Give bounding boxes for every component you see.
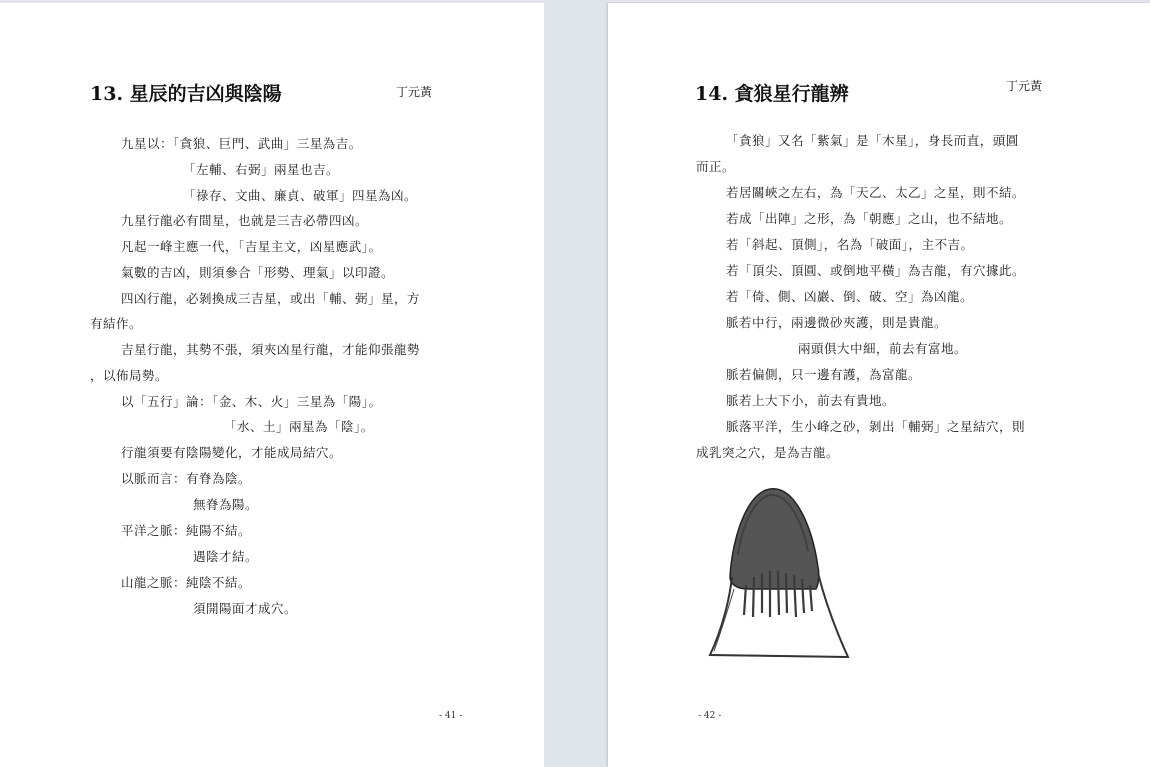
- text-line: 兩頭俱大中細，前去有富地。: [798, 341, 968, 356]
- text-line: 遇陰才結。: [193, 549, 259, 564]
- page-number: - 41 -: [439, 711, 463, 721]
- text-line: 九星行龍必有間星，也就是三吉必帶四凶。: [121, 213, 369, 228]
- text-line: 須開陽面才成穴。: [193, 601, 298, 616]
- text-line: 若「頂尖、頂圓、或倒地平橫」為吉龍，有穴據此。: [726, 263, 1026, 278]
- text-line: 四凶行龍，必剝換成三吉星，或出「輔、弼」星，方: [121, 291, 421, 306]
- text-line: 凡起一峰主應一代，「吉星主文，凶星應武」。: [121, 239, 382, 254]
- text-line: 以「五行」論：「金、木、火」三星為「陽」。: [121, 394, 382, 409]
- author-name: 丁元黃: [1006, 79, 1043, 93]
- page-title: 14. 貪狼星行龍辨: [695, 83, 849, 105]
- text-line: 「左輔、右弼」兩星也吉。: [183, 162, 340, 177]
- text-line: 有結作。: [90, 316, 143, 331]
- text-line: 若「斜起、頂側」，名為「破面」，主不吉。: [726, 237, 974, 252]
- text-line: ，以佈局勢。: [90, 368, 169, 383]
- text-line: 而正。: [696, 159, 736, 174]
- right-page: [608, 3, 1150, 767]
- mountain-peak-illustration: [708, 485, 856, 663]
- text-line: 吉星行龍，其勢不張，須夾凶星行龍，才能仰張龍勢: [121, 342, 421, 357]
- text-line: 平洋之脈：純陽不結。: [121, 523, 252, 538]
- left-page: [0, 3, 544, 767]
- text-line: 九星以：「貪狼、巨門、武曲」三星為吉。: [121, 136, 362, 151]
- text-line: 以脈而言：有脊為陰。: [121, 471, 252, 486]
- text-line: 山龍之脈：純陰不結。: [121, 575, 252, 590]
- text-line: 脈若上大下小，前去有貴地。: [726, 393, 896, 408]
- text-line: 氣數的吉凶，則須參合「形勢、理氣」以印證。: [121, 265, 395, 280]
- text-line: 若「倚、側、凶巖、倒、破、空」為凶龍。: [726, 289, 974, 304]
- text-line: 若居關峽之左右，為「天乙、太乙」之星，則不結。: [726, 185, 1026, 200]
- text-line: 無脊為陽。: [193, 497, 259, 512]
- text-line: 成乳突之穴，是為吉龍。: [696, 445, 840, 460]
- text-line: 脈若中行，兩邊微砂夾護，則是貴龍。: [726, 315, 948, 330]
- text-line: 「水、土」兩星為「陰」。: [224, 419, 374, 434]
- text-line: 脈若偏側，只一邊有護，為富龍。: [726, 367, 922, 382]
- text-line: 若成「出陣」之形，為「朝應」之山，也不結地。: [726, 211, 1013, 226]
- text-line: 「祿存、文曲、廉貞、破軍」四星為凶。: [183, 188, 418, 203]
- author-name: 丁元黃: [396, 85, 433, 99]
- text-line: 「貪狼」又名「紫氣」是「木星」，身長而直，頭圓: [726, 133, 1019, 148]
- text-line: 行龍須要有陰陽變化，才能成局結穴。: [121, 445, 343, 460]
- text-line: 脈落平洋，生小峰之砂，剝出「輔弼」之星結穴，則: [726, 419, 1026, 434]
- page-number: - 42 -: [698, 711, 722, 721]
- page-title: 13. 星辰的吉凶與陰陽: [90, 83, 282, 105]
